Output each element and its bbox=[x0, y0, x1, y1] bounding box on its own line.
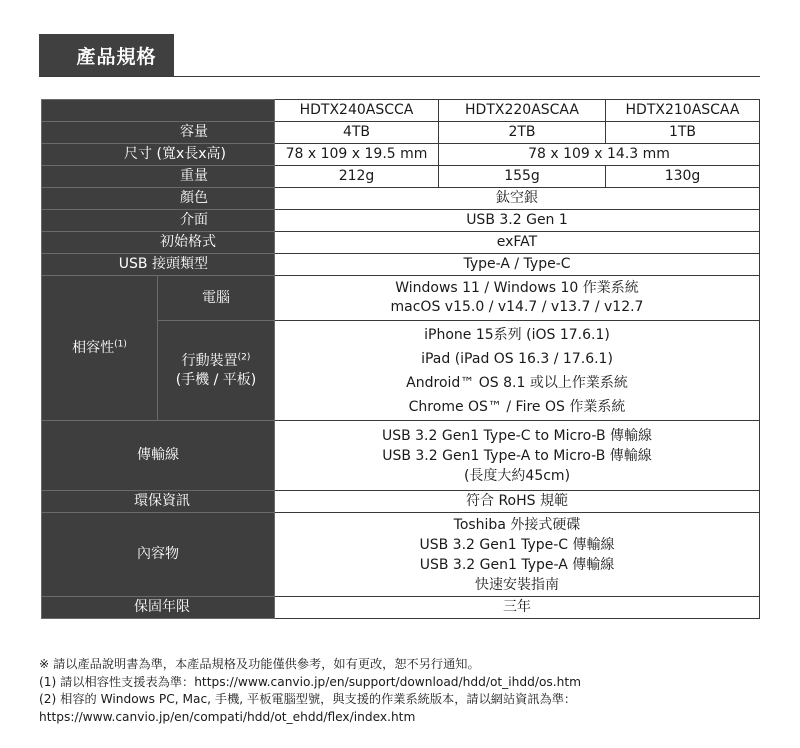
warranty-value: 三年 bbox=[275, 597, 760, 619]
dimensions-label: 尺寸 (寬x長x高) bbox=[42, 144, 275, 166]
contents-line: Toshiba 外接式硬碟 bbox=[453, 516, 581, 533]
table-row-contents bbox=[42, 513, 760, 597]
dimensions-value: 78 x 109 x 14.3 mm bbox=[439, 144, 760, 166]
compat-mobile-label bbox=[158, 321, 275, 421]
table-row-capacity bbox=[42, 122, 760, 144]
footnote-line: ※ 請以產品說明書為準，本產品規格及功能僅供參考，如有更改，恕不另行通知。 bbox=[39, 657, 480, 671]
table-row-dimensions bbox=[42, 144, 760, 166]
spec-table bbox=[41, 99, 760, 619]
compat-mobile-line: iPhone 15系列 (iOS 17.6.1) bbox=[424, 326, 610, 343]
table-row-weight bbox=[42, 166, 760, 188]
footnote-line: (2) 相容的 Windows PC, Mac, 手機, 平板電腦型號，與支援的作業系統版本，請以網站資訊為準： bbox=[39, 692, 577, 706]
mobile-footnote-ref: (2) bbox=[237, 351, 251, 362]
model-cell: HDTX240ASCCA bbox=[275, 100, 439, 122]
weight-value: 155g bbox=[439, 166, 606, 188]
format-label: 初始格式 bbox=[42, 232, 275, 254]
contents-value bbox=[275, 513, 760, 597]
compat-label bbox=[42, 276, 158, 421]
compat-pc-label: 電腦 bbox=[158, 276, 275, 321]
color-label: 顏色 bbox=[42, 188, 275, 210]
compat-pc-value bbox=[275, 276, 760, 321]
section-title: 產品規格 bbox=[76, 46, 157, 68]
compat-mobile-value bbox=[275, 321, 760, 421]
color-value: 鈦空銀 bbox=[275, 188, 760, 210]
table-row-format bbox=[42, 232, 760, 254]
section-title-badge bbox=[39, 34, 174, 77]
footnotes bbox=[39, 656, 779, 726]
connector-value: Type-A / Type-C bbox=[275, 254, 760, 276]
section-divider bbox=[39, 76, 760, 77]
table-row-env bbox=[42, 491, 760, 513]
compat-mobile-label-sub: (手機 / 平板) bbox=[175, 371, 257, 388]
compat-mobile-line: iPad (iPad OS 16.3 / 17.6.1) bbox=[421, 350, 613, 367]
connector-label: USB 接頭類型 bbox=[42, 254, 275, 276]
compat-footnote-ref: (1) bbox=[114, 338, 127, 349]
model-cell: HDTX220ASCAA bbox=[439, 100, 606, 122]
interface-label: 介面 bbox=[42, 210, 275, 232]
env-value: 符合 RoHS 規範 bbox=[275, 491, 760, 513]
weight-label: 重量 bbox=[42, 166, 275, 188]
weight-value: 130g bbox=[606, 166, 760, 188]
table-row-models bbox=[42, 100, 760, 122]
compat-mobile-line: Android™ OS 8.1 或以上作業系統 bbox=[406, 374, 628, 391]
contents-line: USB 3.2 Gen1 Type-C 傳輸線 bbox=[419, 536, 615, 553]
cable-value bbox=[275, 421, 760, 491]
footnote-line: (1) 請以相容性支援表為準：https://www.canvio.jp/en/support/download/hdd/ot_ihdd/os.htm bbox=[39, 674, 582, 689]
table-row-compat-pc bbox=[42, 276, 760, 321]
interface-value: USB 3.2 Gen 1 bbox=[275, 210, 760, 232]
contents-label: 內容物 bbox=[42, 513, 275, 597]
weight-value: 212g bbox=[275, 166, 439, 188]
footnote-line: https://www.canvio.jp/en/compati/hdd/ot_ehdd/flex/index.htm bbox=[39, 709, 416, 724]
table-row-connector bbox=[42, 254, 760, 276]
header-blank-cell bbox=[42, 100, 275, 122]
table-row-cable bbox=[42, 421, 760, 491]
table-row-interface bbox=[42, 210, 760, 232]
contents-line: USB 3.2 Gen1 Type-A 傳輸線 bbox=[419, 556, 615, 573]
compat-pc-line: Windows 11 / Windows 10 作業系統 bbox=[395, 280, 639, 296]
compat-mobile-line: Chrome OS™ / Fire OS 作業系統 bbox=[408, 398, 626, 415]
model-cell: HDTX210ASCAA bbox=[606, 100, 760, 122]
cable-line: (長度大約45cm) bbox=[463, 467, 571, 484]
compat-pc-line: macOS v15.0 / v14.7 / v13.7 / v12.7 bbox=[390, 299, 644, 315]
compat-mobile-label-text: 行動裝置 bbox=[181, 352, 238, 369]
cable-line: USB 3.2 Gen1 Type-A to Micro-B 傳輸線 bbox=[382, 447, 652, 464]
table-row-warranty bbox=[42, 597, 760, 619]
env-label: 環保資訊 bbox=[42, 491, 275, 513]
compat-label-text: 相容性 bbox=[72, 339, 115, 356]
capacity-label: 容量 bbox=[42, 122, 275, 144]
cable-label: 傳輸線 bbox=[42, 421, 275, 491]
table-row-color bbox=[42, 188, 760, 210]
capacity-value: 1TB bbox=[606, 122, 760, 144]
compat-mobile-label-line bbox=[158, 352, 274, 371]
dimensions-value: 78 x 109 x 19.5 mm bbox=[275, 144, 439, 166]
format-value: exFAT bbox=[275, 232, 760, 254]
warranty-label: 保固年限 bbox=[42, 597, 275, 619]
capacity-value: 2TB bbox=[439, 122, 606, 144]
contents-line: 快速安裝指南 bbox=[475, 576, 559, 593]
cable-line: USB 3.2 Gen1 Type-C to Micro-B 傳輸線 bbox=[381, 427, 653, 444]
capacity-value: 4TB bbox=[275, 122, 439, 144]
